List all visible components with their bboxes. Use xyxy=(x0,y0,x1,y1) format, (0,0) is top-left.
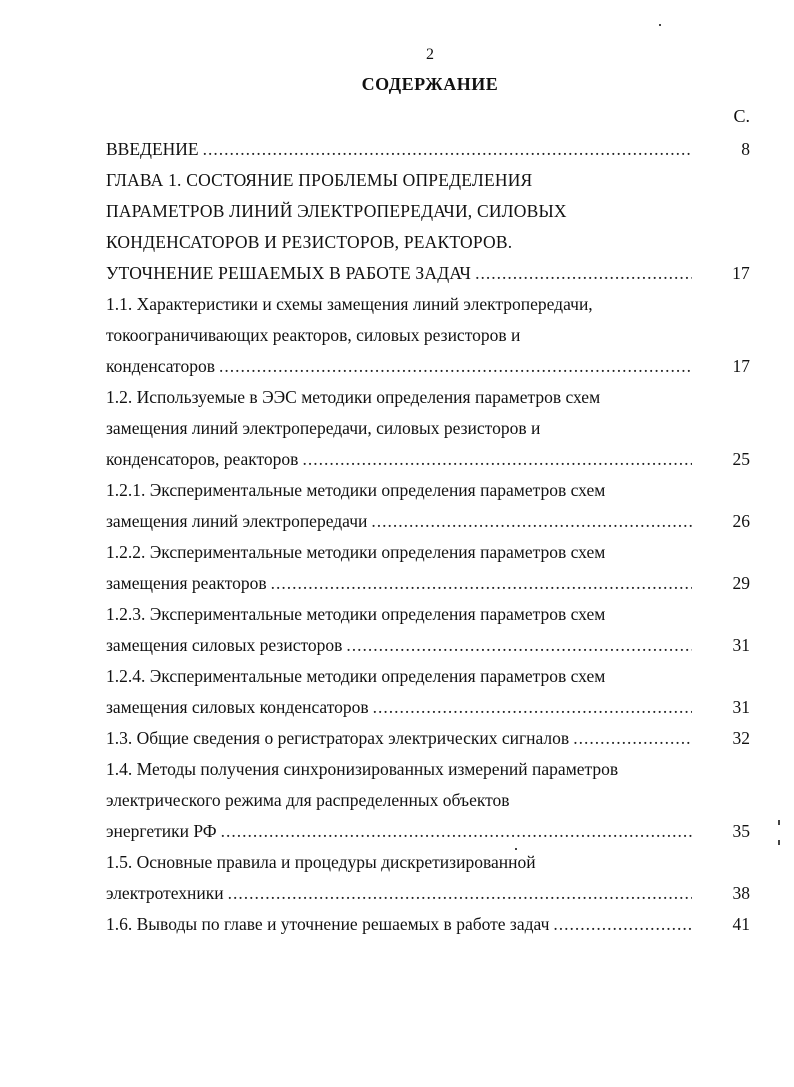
toc-page-number: 17 xyxy=(732,356,750,376)
toc-line xyxy=(106,568,750,599)
toc-line xyxy=(106,723,750,754)
toc-line xyxy=(106,537,750,568)
dot-leader xyxy=(219,351,692,382)
toc-line xyxy=(106,475,750,506)
toc-page-number: 32 xyxy=(732,728,750,748)
toc-entry-text: замещения силовых конденсаторов xyxy=(106,697,369,717)
toc-entry-text: замещения линий электропередачи xyxy=(106,511,368,531)
toc-entry xyxy=(106,661,750,723)
table-of-contents xyxy=(106,134,750,940)
toc-line xyxy=(106,320,750,351)
toc-entry-text: 1.4. Методы получения синхронизированных измерений параметров xyxy=(106,759,619,779)
toc-entry-text: 1.2.4. Экспериментальные методики определения параметров схем xyxy=(106,666,606,686)
dot-leader xyxy=(271,568,692,599)
toc-page-number: 31 xyxy=(732,697,750,717)
toc-line xyxy=(106,692,750,723)
toc-entry-text: 1.3. Общие сведения о регистраторах электрических сигналов xyxy=(106,728,570,748)
toc-line xyxy=(106,413,750,444)
dot-leader xyxy=(302,444,692,475)
toc-entry-text: 1.1. Характеристики и схемы замещения линий электропередачи, xyxy=(106,294,593,314)
toc-page-number: 25 xyxy=(732,449,750,469)
toc-entry-text: 1.2.1. Экспериментальные методики определения параметров схем xyxy=(106,480,606,500)
dot-leader xyxy=(553,909,692,940)
dot-leader xyxy=(346,630,692,661)
toc-entry-text: конденсаторов, реакторов xyxy=(106,449,299,469)
page-number: 2 xyxy=(426,46,434,63)
toc-line xyxy=(106,506,750,537)
toc-line xyxy=(106,165,750,196)
toc-line xyxy=(106,847,750,878)
page-column-label: С. xyxy=(733,106,750,126)
toc-entry xyxy=(106,382,750,475)
toc-entry xyxy=(106,723,750,754)
toc-entry-text: 1.2.3. Экспериментальные методики определения параметров схем xyxy=(106,604,606,624)
toc-line xyxy=(106,289,750,320)
toc-entry-text: 1.5. Основные правила и процедуры дискретизированной xyxy=(106,852,536,872)
dot-leader xyxy=(228,878,692,909)
scan-speck xyxy=(778,820,780,825)
toc-page-number: 8 xyxy=(741,139,750,159)
toc-page-number: 26 xyxy=(732,511,750,531)
toc-line xyxy=(106,816,750,847)
toc-entry-text: ГЛАВА 1. СОСТОЯНИЕ ПРОБЛЕМЫ ОПРЕДЕЛЕНИЯ xyxy=(106,170,533,190)
toc-entry xyxy=(106,909,750,940)
scan-speck xyxy=(515,848,517,850)
toc-entry-text: 1.6. Выводы по главе и уточнение решаемых в работе задач xyxy=(106,914,550,934)
toc-entry-text: замещения линий электропередачи, силовых резисторов и xyxy=(106,418,541,438)
toc-entry xyxy=(106,537,750,599)
toc-line xyxy=(106,599,750,630)
toc-entry xyxy=(106,475,750,537)
toc-line xyxy=(106,382,750,413)
toc-entry-text: 1.2. Используемые в ЭЭС методики определения параметров схем xyxy=(106,387,601,407)
toc-entry-text: КОНДЕНСАТОРОВ И РЕЗИСТОРОВ, РЕАКТОРОВ. xyxy=(106,232,513,252)
toc-line xyxy=(106,630,750,661)
toc-page-number: 41 xyxy=(732,914,750,934)
toc-entry-text: конденсаторов xyxy=(106,356,215,376)
toc-line xyxy=(106,878,750,909)
toc-line xyxy=(106,196,750,227)
toc-page-number: 38 xyxy=(732,883,750,903)
toc-entry-text: энергетики РФ xyxy=(106,821,217,841)
dot-leader xyxy=(203,134,692,165)
toc-line xyxy=(106,661,750,692)
toc-line xyxy=(106,754,750,785)
toc-entry-text: электротехники xyxy=(106,883,224,903)
toc-line xyxy=(106,444,750,475)
page-title: СОДЕРЖАНИЕ xyxy=(361,74,499,94)
toc-line xyxy=(106,785,750,816)
toc-line xyxy=(106,351,750,382)
toc-page-number: 31 xyxy=(732,635,750,655)
toc-entry-text: ВВЕДЕНИЕ xyxy=(106,139,199,159)
toc-line xyxy=(106,227,750,258)
toc-entry-text: токоограничивающих реакторов, силовых резисторов и xyxy=(106,325,521,345)
toc-page-number: 35 xyxy=(732,821,750,841)
toc-entry-text: УТОЧНЕНИЕ РЕШАЕМЫХ В РАБОТЕ ЗАДАЧ xyxy=(106,263,472,283)
dot-leader xyxy=(573,723,692,754)
toc-entry xyxy=(106,289,750,382)
toc-page-number: 17 xyxy=(732,263,750,283)
toc-entry xyxy=(106,134,750,165)
toc-entry xyxy=(106,599,750,661)
dot-leader xyxy=(475,258,692,289)
toc-line xyxy=(106,134,750,165)
toc-entry-text: ПАРАМЕТРОВ ЛИНИЙ ЭЛЕКТРОПЕРЕДАЧИ, СИЛОВЫХ xyxy=(106,201,567,221)
scan-speck xyxy=(778,840,780,845)
scan-speck xyxy=(659,24,661,26)
toc-line xyxy=(106,909,750,940)
dot-leader xyxy=(221,816,692,847)
toc-line xyxy=(106,258,750,289)
dot-leader xyxy=(371,506,692,537)
toc-entry xyxy=(106,847,750,909)
toc-page-number: 29 xyxy=(732,573,750,593)
toc-entry-text: замещения силовых резисторов xyxy=(106,635,343,655)
toc-entry-text: электрического режима для распределенных объектов xyxy=(106,790,510,810)
toc-entry xyxy=(106,165,750,289)
dot-leader xyxy=(373,692,692,723)
toc-entry-text: замещения реакторов xyxy=(106,573,267,593)
toc-entry xyxy=(106,754,750,847)
toc-entry-text: 1.2.2. Экспериментальные методики определения параметров схем xyxy=(106,542,606,562)
